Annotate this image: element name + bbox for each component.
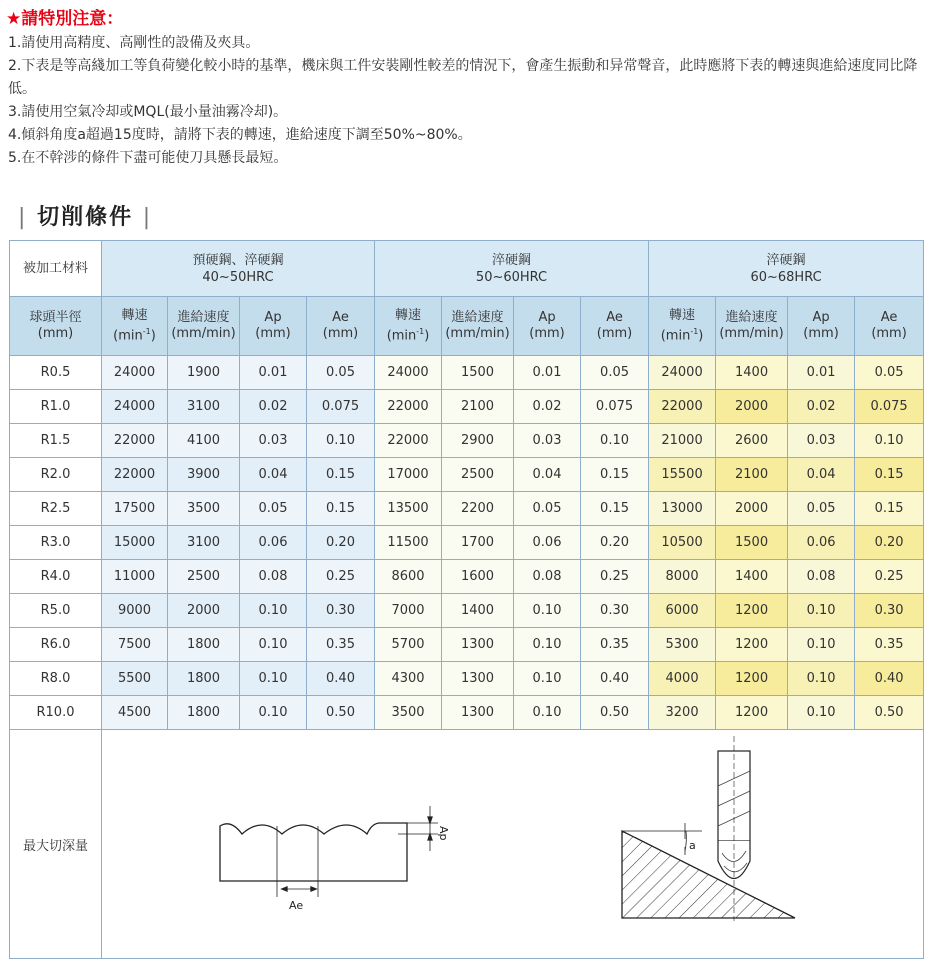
- speed-unit-a: (min: [386, 328, 417, 344]
- speed-unit: [649, 324, 715, 344]
- value-cell: 0.08: [240, 560, 307, 594]
- speed-header: [649, 297, 716, 356]
- speed-label: 轉速: [121, 307, 148, 323]
- value-cell: 4300: [375, 662, 442, 696]
- inclination-diagram: [622, 736, 795, 921]
- value-cell: 17500: [102, 492, 168, 526]
- notice-item: 3.請使用空氣冷却或MQL(最小量油霧冷却)。: [8, 104, 288, 120]
- value-cell: 0.04: [788, 458, 855, 492]
- group-range: 50~60HRC: [475, 269, 548, 285]
- value-cell: 22000: [375, 390, 442, 424]
- ae-header: [581, 297, 649, 356]
- value-cell: 0.30: [855, 594, 924, 628]
- value-cell: 0.01: [514, 356, 581, 390]
- table-row: [10, 696, 924, 730]
- value-cell: 0.05: [855, 356, 924, 390]
- value-cell: 1800: [168, 696, 240, 730]
- feed-unit: (mm/min): [719, 326, 784, 341]
- group-range: 40~50HRC: [202, 269, 274, 285]
- speed-unit-b: ): [424, 328, 430, 344]
- value-cell: 3900: [168, 458, 240, 492]
- ae-unit: (mm): [596, 326, 633, 341]
- value-cell: 15000: [102, 526, 168, 560]
- value-cell: 0.40: [581, 662, 649, 696]
- ae-diagram-label: Ae: [289, 899, 304, 912]
- value-cell: 0.35: [307, 628, 375, 662]
- value-cell: 0.10: [514, 594, 581, 628]
- speed-unit-b: ): [150, 328, 156, 344]
- value-cell: 0.075: [307, 390, 375, 424]
- value-cell: 2900: [442, 424, 514, 458]
- value-cell: 0.10: [788, 662, 855, 696]
- value-cell: 1900: [168, 356, 240, 390]
- value-cell: 22000: [102, 458, 168, 492]
- value-cell: 6000: [649, 594, 716, 628]
- table-row: [10, 424, 924, 458]
- value-cell: 8000: [649, 560, 716, 594]
- value-cell: 24000: [649, 356, 716, 390]
- feed-label: 進給速度: [451, 310, 504, 325]
- value-cell: 2600: [716, 424, 788, 458]
- value-cell: 0.25: [581, 560, 649, 594]
- value-cell: 13500: [375, 492, 442, 526]
- group-name: 預硬鋼、淬硬鋼: [192, 252, 284, 268]
- feed-header: [442, 297, 514, 356]
- value-cell: 5500: [102, 662, 168, 696]
- value-cell: 2100: [716, 458, 788, 492]
- value-cell: 2500: [168, 560, 240, 594]
- value-cell: 0.10: [514, 662, 581, 696]
- value-cell: 0.35: [581, 628, 649, 662]
- value-cell: 2100: [442, 390, 514, 424]
- speed-unit-a: (min: [660, 328, 691, 344]
- table-row: [10, 492, 924, 526]
- value-cell: 0.10: [240, 696, 307, 730]
- value-cell: 1200: [716, 594, 788, 628]
- value-cell: 11500: [375, 526, 442, 560]
- group-header: [649, 241, 924, 297]
- speed-unit-a: (min: [113, 328, 143, 344]
- radius-cell: R2.0: [10, 458, 102, 492]
- value-cell: 0.10: [240, 628, 307, 662]
- speed-unit: [102, 324, 167, 344]
- value-cell: 0.10: [788, 594, 855, 628]
- radius-header: [10, 297, 102, 356]
- value-cell: 0.10: [240, 594, 307, 628]
- ap-diagram-label: Ap: [437, 826, 450, 841]
- value-cell: 0.15: [307, 458, 375, 492]
- speed-unit-sup: -1: [416, 326, 425, 336]
- ap-ae-diagram: [220, 806, 438, 897]
- value-cell: 0.30: [307, 594, 375, 628]
- radius-cell: R2.5: [10, 492, 102, 526]
- value-cell: 24000: [102, 356, 168, 390]
- value-cell: 0.04: [240, 458, 307, 492]
- value-cell: 1200: [716, 696, 788, 730]
- cutting-diagram: [102, 731, 922, 957]
- value-cell: 0.20: [307, 526, 375, 560]
- ap-unit: (mm): [255, 326, 291, 341]
- value-cell: 13000: [649, 492, 716, 526]
- ap-header: [788, 297, 855, 356]
- radius-cell: R3.0: [10, 526, 102, 560]
- notice-item: 5.在不幹涉的條件下盡可能使刀具懸長最短。: [8, 150, 288, 166]
- value-cell: 2000: [716, 390, 788, 424]
- value-cell: 0.05: [788, 492, 855, 526]
- value-cell: 0.15: [581, 458, 649, 492]
- radius-cell: R1.5: [10, 424, 102, 458]
- value-cell: 0.02: [240, 390, 307, 424]
- value-cell: 0.075: [855, 390, 924, 424]
- value-cell: 5700: [375, 628, 442, 662]
- value-cell: 1300: [442, 696, 514, 730]
- feed-header: [168, 297, 240, 356]
- group-header-row: [10, 241, 924, 297]
- value-cell: 15500: [649, 458, 716, 492]
- value-cell: 0.40: [855, 662, 924, 696]
- cutting-conditions-table: [9, 240, 924, 959]
- value-cell: 0.03: [240, 424, 307, 458]
- value-cell: 0.50: [581, 696, 649, 730]
- value-cell: 0.10: [788, 696, 855, 730]
- value-cell: 9000: [102, 594, 168, 628]
- value-cell: 21000: [649, 424, 716, 458]
- value-cell: 0.20: [581, 526, 649, 560]
- ap-unit: (mm): [803, 326, 839, 341]
- value-cell: 1300: [442, 628, 514, 662]
- value-cell: 0.20: [855, 526, 924, 560]
- value-cell: 0.10: [240, 662, 307, 696]
- value-cell: 0.10: [788, 628, 855, 662]
- max-depth-row: [10, 730, 924, 959]
- value-cell: 7500: [102, 628, 168, 662]
- speed-header: [375, 297, 442, 356]
- value-cell: 0.10: [307, 424, 375, 458]
- radius-cell: R0.5: [10, 356, 102, 390]
- value-cell: 4000: [649, 662, 716, 696]
- speed-unit-b: ): [698, 328, 704, 344]
- value-cell: 0.15: [855, 458, 924, 492]
- value-cell: 0.10: [514, 696, 581, 730]
- value-cell: 24000: [102, 390, 168, 424]
- value-cell: 1400: [442, 594, 514, 628]
- value-cell: 0.075: [581, 390, 649, 424]
- value-cell: 11000: [102, 560, 168, 594]
- value-cell: 1400: [716, 356, 788, 390]
- value-cell: 0.08: [514, 560, 581, 594]
- ap-label: Ap: [538, 310, 556, 325]
- value-cell: 0.10: [581, 424, 649, 458]
- table-row: [10, 628, 924, 662]
- value-cell: 24000: [375, 356, 442, 390]
- value-cell: 0.05: [514, 492, 581, 526]
- table-row: [10, 662, 924, 696]
- value-cell: 2500: [442, 458, 514, 492]
- ap-header: [240, 297, 307, 356]
- notice-item: 2.下表是等高綫加工等負荷變化較小時的基準，機床與工件安裝剛性較差的情況下，會產生振動和异常聲音，此時應將下表的轉速與進給速度同比降低。: [8, 58, 918, 97]
- value-cell: 0.05: [581, 356, 649, 390]
- value-cell: 0.06: [788, 526, 855, 560]
- value-cell: 0.03: [514, 424, 581, 458]
- feed-unit: (mm/min): [445, 326, 510, 341]
- value-cell: 1200: [716, 662, 788, 696]
- feed-unit: (mm/min): [171, 326, 236, 341]
- value-cell: 1600: [442, 560, 514, 594]
- value-cell: 0.10: [855, 424, 924, 458]
- table-row: [10, 356, 924, 390]
- section-title: [18, 200, 152, 231]
- radius-cell: R5.0: [10, 594, 102, 628]
- value-cell: 3100: [168, 526, 240, 560]
- value-cell: 2000: [168, 594, 240, 628]
- value-cell: 0.01: [240, 356, 307, 390]
- value-cell: 0.05: [240, 492, 307, 526]
- value-cell: 2000: [716, 492, 788, 526]
- value-cell: 1500: [716, 526, 788, 560]
- speed-unit-sup: -1: [142, 326, 151, 336]
- ae-label: Ae: [880, 310, 898, 325]
- section-bar-left: |: [18, 205, 28, 230]
- speed-header: [102, 297, 168, 356]
- radius-cell: R4.0: [10, 560, 102, 594]
- value-cell: 0.50: [307, 696, 375, 730]
- value-cell: 1700: [442, 526, 514, 560]
- radius-unit: (mm): [37, 326, 74, 341]
- value-cell: 0.08: [788, 560, 855, 594]
- ap-label: Ap: [812, 310, 830, 325]
- table-row: [10, 594, 924, 628]
- max-depth-label: 最大切深量: [10, 730, 102, 959]
- material-label: 被加工材料: [10, 241, 102, 297]
- notice-list: [8, 32, 923, 170]
- group-header: [375, 241, 649, 297]
- value-cell: 4100: [168, 424, 240, 458]
- value-cell: 0.04: [514, 458, 581, 492]
- feed-header: [716, 297, 788, 356]
- value-cell: 0.05: [307, 356, 375, 390]
- ae-header: [855, 297, 924, 356]
- value-cell: 0.15: [581, 492, 649, 526]
- value-cell: 1300: [442, 662, 514, 696]
- value-cell: 8600: [375, 560, 442, 594]
- table-row: [10, 390, 924, 424]
- value-cell: 2200: [442, 492, 514, 526]
- table-row: [10, 560, 924, 594]
- notice-item: 1.請使用高精度、高剛性的設備及夾具。: [8, 35, 260, 51]
- speed-unit-sup: -1: [690, 326, 699, 336]
- radius-cell: R8.0: [10, 662, 102, 696]
- value-cell: 1500: [442, 356, 514, 390]
- speed-label: 轉速: [395, 307, 422, 323]
- ap-label: Ap: [264, 310, 282, 325]
- value-cell: 0.03: [788, 424, 855, 458]
- value-cell: 0.06: [240, 526, 307, 560]
- speed-label: 轉速: [669, 307, 696, 323]
- feed-label: 進給速度: [725, 310, 778, 325]
- diagram-cell: [102, 730, 924, 959]
- radius-cell: R1.0: [10, 390, 102, 424]
- radius-cell: R10.0: [10, 696, 102, 730]
- value-cell: 3500: [375, 696, 442, 730]
- value-cell: 0.01: [788, 356, 855, 390]
- group-range: 60~68HRC: [750, 269, 822, 285]
- value-cell: 1200: [716, 628, 788, 662]
- value-cell: 0.40: [307, 662, 375, 696]
- notice-item: 4.傾斜角度a超過15度時，請將下表的轉速，進給速度下調至50%~80%。: [8, 127, 472, 143]
- value-cell: 5300: [649, 628, 716, 662]
- value-cell: 4500: [102, 696, 168, 730]
- radius-cell: R6.0: [10, 628, 102, 662]
- value-cell: 17000: [375, 458, 442, 492]
- value-cell: 0.15: [307, 492, 375, 526]
- value-cell: 1400: [716, 560, 788, 594]
- value-cell: 7000: [375, 594, 442, 628]
- group-header: [102, 241, 375, 297]
- value-cell: 3100: [168, 390, 240, 424]
- ae-header: [307, 297, 375, 356]
- ap-unit: (mm): [529, 326, 565, 341]
- value-cell: 0.15: [855, 492, 924, 526]
- notice-title: ★請特別注意：: [6, 9, 124, 29]
- group-name: 淬硬鋼: [492, 252, 532, 268]
- value-cell: 3500: [168, 492, 240, 526]
- ae-unit: (mm): [322, 326, 359, 341]
- value-cell: 3200: [649, 696, 716, 730]
- ae-label: Ae: [606, 310, 623, 325]
- radius-label: 球頭半徑: [29, 310, 82, 325]
- value-cell: 0.50: [855, 696, 924, 730]
- value-cell: 0.35: [855, 628, 924, 662]
- value-cell: 0.25: [855, 560, 924, 594]
- column-header-row: [10, 297, 924, 356]
- ap-header: [514, 297, 581, 356]
- group-name: 淬硬鋼: [766, 252, 806, 268]
- ae-label: Ae: [332, 310, 349, 325]
- feed-label: 進給速度: [177, 310, 230, 325]
- section-bar-right: |: [142, 205, 153, 230]
- value-cell: 22000: [649, 390, 716, 424]
- value-cell: 0.30: [581, 594, 649, 628]
- speed-unit: [375, 324, 441, 344]
- value-cell: 22000: [102, 424, 168, 458]
- section-title-text: 切削條件: [37, 205, 134, 230]
- value-cell: 22000: [375, 424, 442, 458]
- value-cell: 0.25: [307, 560, 375, 594]
- value-cell: 0.02: [514, 390, 581, 424]
- value-cell: 0.02: [788, 390, 855, 424]
- table-row: [10, 458, 924, 492]
- ae-unit: (mm): [871, 326, 907, 341]
- angle-diagram-label: a: [689, 839, 696, 852]
- value-cell: 0.10: [514, 628, 581, 662]
- table-row: [10, 526, 924, 560]
- value-cell: 1800: [168, 662, 240, 696]
- value-cell: 1800: [168, 628, 240, 662]
- value-cell: 10500: [649, 526, 716, 560]
- value-cell: 0.06: [514, 526, 581, 560]
